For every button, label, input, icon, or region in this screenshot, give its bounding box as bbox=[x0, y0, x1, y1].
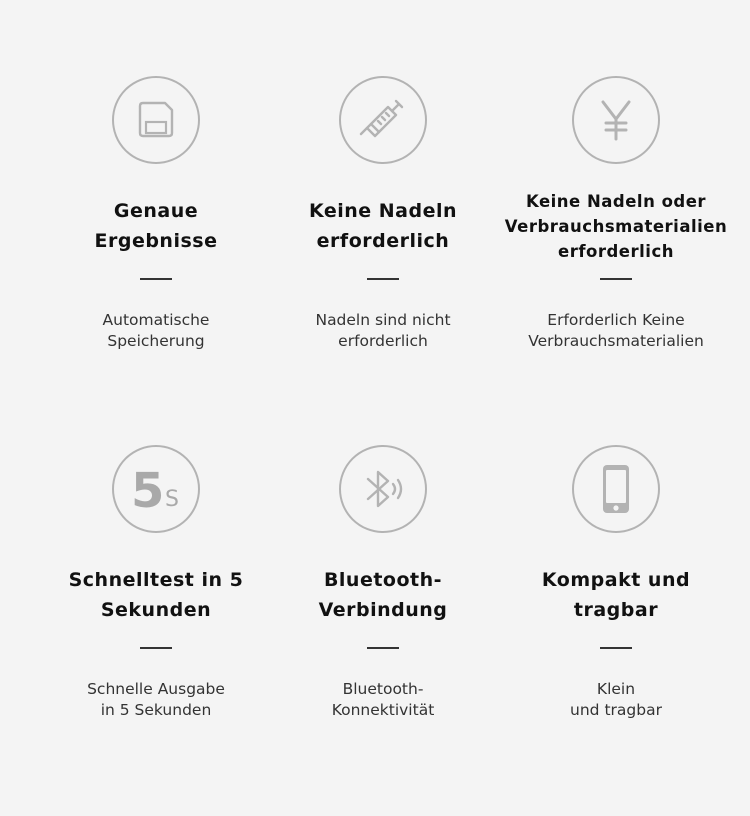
five-seconds-icon bbox=[112, 445, 200, 533]
divider bbox=[367, 647, 399, 649]
yen-icon bbox=[572, 76, 660, 164]
divider bbox=[600, 647, 632, 649]
syringe-icon bbox=[339, 76, 427, 164]
feature-title: Keine Nadeln erforderlich bbox=[308, 200, 458, 252]
feature-card-accurate-results bbox=[41, 76, 271, 352]
feature-card-quick-test bbox=[41, 445, 271, 721]
feature-subtitle: Nadeln sind nicht erforderlich bbox=[315, 311, 451, 350]
feature-subtitle: Erforderlich Keine Verbrauchsmaterialien bbox=[528, 311, 704, 350]
feature-card-no-consumables bbox=[501, 76, 731, 352]
feature-title: Keine Nadeln oder Verbrauchsmaterialien erforderlich bbox=[504, 191, 728, 261]
divider bbox=[600, 278, 632, 280]
feature-card-no-needles bbox=[268, 76, 498, 352]
feature-title: Genaue Ergebnisse bbox=[94, 200, 218, 252]
feature-title: Schnelltest in 5 Sekunden bbox=[68, 569, 244, 621]
feature-card-bluetooth bbox=[268, 445, 498, 721]
divider bbox=[367, 278, 399, 280]
bluetooth-icon bbox=[339, 445, 427, 533]
feature-subtitle: Klein und tragbar bbox=[570, 680, 662, 719]
feature-title: Bluetooth- Verbindung bbox=[318, 569, 448, 621]
five-seconds-unit: S bbox=[165, 487, 179, 512]
feature-subtitle: Automatische Speicherung bbox=[102, 311, 210, 350]
divider bbox=[140, 278, 172, 280]
five-seconds-number: 5 bbox=[131, 464, 165, 514]
feature-card-compact bbox=[501, 445, 731, 721]
phone-icon bbox=[572, 445, 660, 533]
feature-subtitle: Schnelle Ausgabe in 5 Sekunden bbox=[87, 680, 225, 719]
divider bbox=[140, 647, 172, 649]
feature-title: Kompakt und tragbar bbox=[541, 569, 691, 621]
floppy-disk-icon bbox=[112, 76, 200, 164]
feature-subtitle: Bluetooth- Konnektivität bbox=[331, 680, 435, 719]
